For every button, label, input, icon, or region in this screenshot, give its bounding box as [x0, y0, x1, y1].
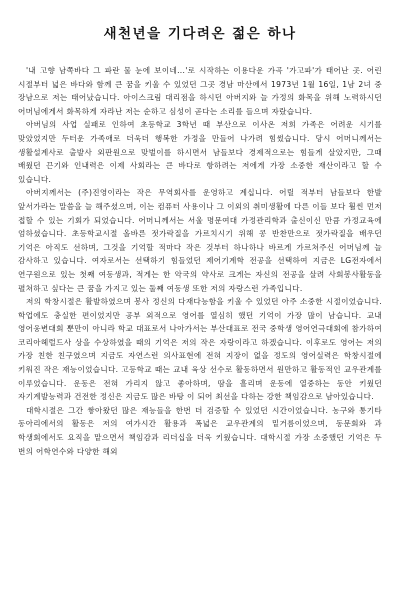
paragraph-university-years: 대학시절은 그간 쌓아왔던 많은 재능들을 한번 더 검증할 수 있었던 시간이었습니다. 농구와 통기타 동아리에서의 활동은 저의 여가시간 활용과 폭넓은 교우관계의 밑거름이었으며, 동문회와 과 학생회에서도 요직을 맡으면서 책임감과 리더십을 더욱 키웠습니다. 대학시절 가장 소중했던 기억은 두 번의 어학연수와 다양한 해외	[18, 405, 382, 456]
paragraph-family-hardship: 아버님의 사업 실패로 인하여 초등학교 3학년 때 부산으로 이사온 저희 가족은 어려운 시기를 맞았었지만 두터운 가족애로 더욱더 행복한 가정을 만들어 나가려 힘썼습니다. 당시 어머니께서는 생활설계사로 출발사 외판원으로 맞벌이를 하시면서 남들보다 경제적으로는 힘들게 살았지만, 그때 배웠던 끈기와 인내력은 이제 사회라는 큰 바다로 항하려는 저에게 가장 소중한 재산이라고 할 수 있습니다.	[18, 120, 382, 184]
paragraph-family-members: 아버지께서는 (주)진영이라는 작은 무역회사를 운영하고 계십니다. 어릴 적부터 남들보다 한발 앞서가라는 말씀을 늘 해주셨으며, 이는 컴퓨터 사용이나 그 이외의 취미생활에 다른 이들 보다 훨씬 먼저 접할 수 있는 기회가 되었습니다. 어머니께서는 서울 명문여대 가정관리학과 출신이신 만큼 가정교육에 엄하셨습니다. 초등학교시절 올바른 젓가락질을 가르치시기 위해 콩 반찬만으로 젓가락질을 배우던 기억은 아직도 선하며, 그것을 기억할 적마다 작은 것부터 하나하나 바르게 가르쳐주신 어머님께 늘 감사하고 있습니다. 여자로서는 선택하기 힘들었던 제어기계학 전공을 선택하여 지금은 LG전자에서 연구원으로 있는 첫째 여동생과, 적게는 한 악국의 약사로 크게는 자신의 전공을 살려 사회봉사활동을 펼쳐하고 싶다는 큰 꿈을 가지고 있는 둘째 여동생 또한 저의 자랑스런 가족입니다.	[18, 188, 382, 293]
document-title: 새천년을 기다려온 젊은 하나	[103, 26, 297, 42]
paragraph-school-years: 저의 학창시절은 활발하였으며 봉사 정신의 다재다능함을 키울 수 있었던 아주 소중한 시절이었습니다. 학업에도 충실한 편이었지만 공부 외적으로 영어를 열심히 했던 기억이 가장 많이 남습니다. 교내 영어웅변대회 뿐만이 아니라 학교 대표로서 나아가서는 부산대표로 전국 중학생 영어연극대회에 참가하여 코리아헤럴드사 상을 수상하였을 때의 기억은 저의 작은 자랑이라고 하겠습니다. 이후로도 영어는 저의 가장 친한 친구였으며 지금도 자연스런 의사표현에 전혀 지장이 없을 정도의 영어실력은 학창시절에 키워진 작은 재능이었습니다. 고등학교 때는 교내 육상 선수로 활동하면서 원만하고 활동적인 교우관계를 이루었습니다. 운동은 전혀 가리지 않고 좋아하며, 땀을 흘리며 운동에 열중하는 동안 키웠던 자기계발능력과 건전한 정신은 지금도 많은 바탕 이 되어 최선을 다하는 강한 책임감으로 남아있습니다.	[18, 297, 382, 402]
paragraph-hometown: '내 고향 남쪽바다 그 파란 물 눈에 보이네...'로 시작하는 이용다운 가곡 '가고파'가 태어난 곳. 어린 시절부터 넓은 바다와 함께 큰 꿈을 키울 수 있었던 그곳 경남 마산에서 1973년 1월 16일, 1남 2녀 중 장남으로 저는 태어났습니다. 아이스크림 대리점을 하시던 아버지와 늘 가정의 화목을 위해 노력하시던 어머님에게서 화목하게 자라난 저는 순하고 심성이 곧다는 소리를 들으며 자랐습니다.	[18, 66, 382, 116]
